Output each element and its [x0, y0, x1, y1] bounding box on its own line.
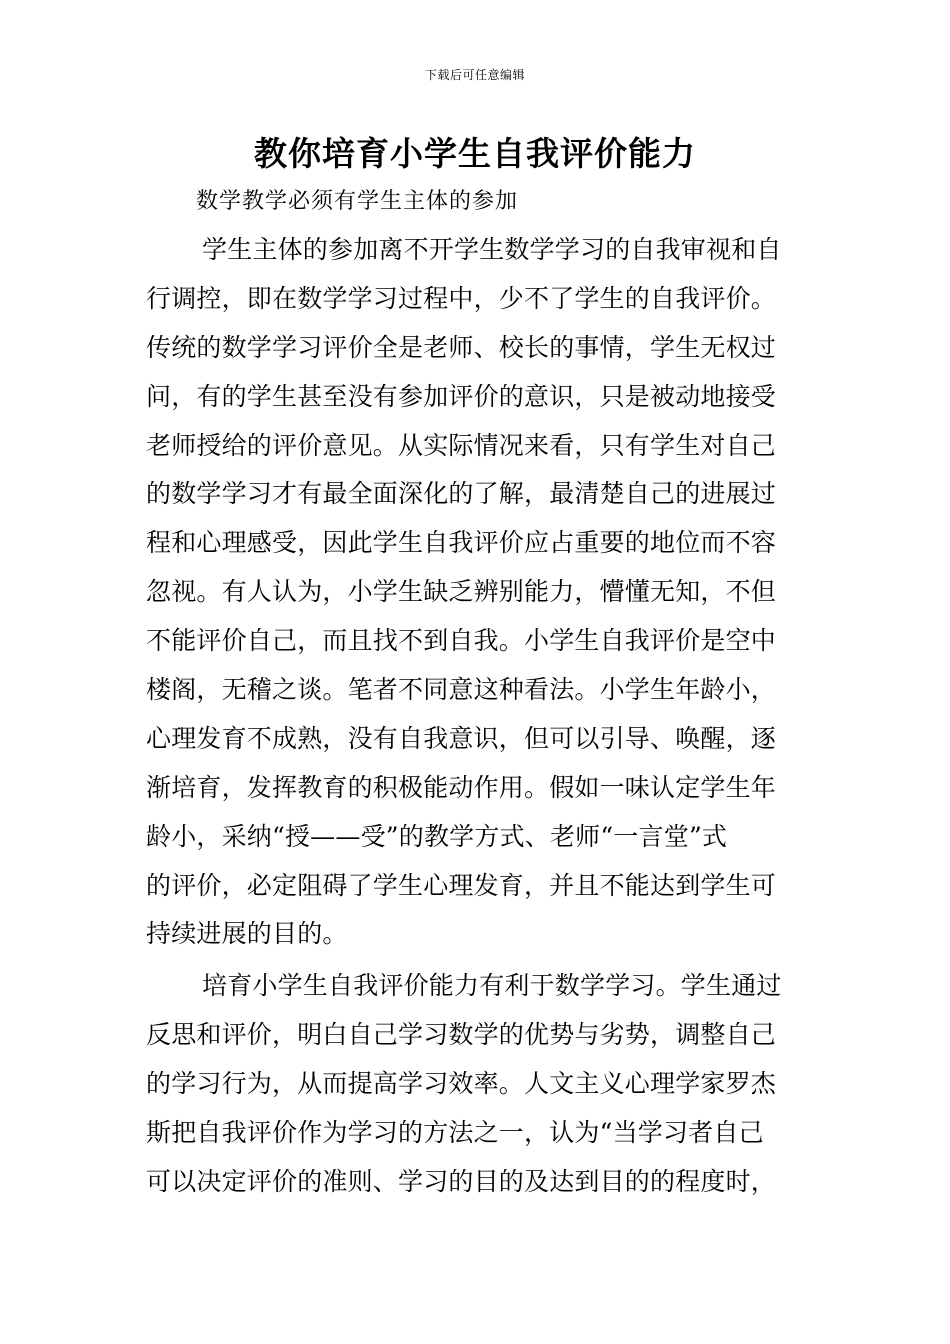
paragraph-1 [146, 226, 810, 959]
paragraph-line: 传统的数学学习评价全是老师、校长的事情，学生无权过 [146, 332, 777, 362]
document-title: 教你培育小学生自我评价能力 [254, 134, 696, 173]
paragraph-2 [146, 962, 810, 1206]
paragraph-line: 老师授给的评价意见。从实际情况来看，只有学生对自己 [146, 430, 777, 460]
paragraph-line: 的学习行为，从而提高学习效率。人文主义心理学家罗杰 [146, 1069, 777, 1099]
paragraph-line: 斯把自我评价作为学习的方法之一，认为“当学习者自己 [146, 1118, 764, 1148]
paragraph-line: 楼阁，无稽之谈。笔者不同意这种看法。小学生年龄小， [146, 675, 777, 705]
paragraph-line: 的数学学习才有最全面深化的了解，最清楚自己的进展过 [146, 479, 777, 509]
paragraph-line: 忽视。有人认为，小学生缺乏辨别能力，懵懂无知，不但 [146, 577, 777, 607]
paragraph-line: 反思和评价，明白自己学习数学的优势与劣势，调整自己 [146, 1020, 777, 1050]
paragraph-line: 的评价，必定阻碍了学生心理发育，并且不能达到学生可 [146, 870, 777, 900]
page-header-note: 下载后可任意编辑 [424, 68, 525, 82]
paragraph-line: 心理发育不成熟，没有自我意识，但可以引导、唤醒，逐 [146, 723, 777, 753]
paragraph-line: 渐培育，发挥教育的积极能动作用。假如一味认定学生年 [146, 772, 777, 802]
paragraph-line: 学生主体的参加离不开学生数学学习的自我审视和自 [202, 235, 782, 264]
section-subtitle: 数学教学必须有学生主体的参加 [196, 189, 519, 214]
paragraph-line: 可以决定评价的准则、学习的目的及达到目的的程度时， [146, 1166, 777, 1196]
paragraph-line: 持续进展的目的。 [146, 919, 348, 949]
paragraph-line: 行调控，即在数学学习过程中，少不了学生的自我评价。 [146, 283, 777, 313]
paragraph-line: 问，有的学生甚至没有参加评价的意识，只是被动地接受 [146, 381, 777, 411]
paragraph-line: 龄小，采纳“授——受”的教学方式、老师“一言堂”式 [146, 821, 728, 851]
paragraph-line: 培育小学生自我评价能力有利于数学学习。学生通过 [202, 971, 782, 1001]
document-body [146, 226, 810, 1207]
paragraph-line: 程和心理感受，因此学生自我评价应占重要的地位而不容 [146, 528, 777, 558]
paragraph-line: 不能评价自己，而且找不到自我。小学生自我评价是空中 [146, 626, 777, 656]
